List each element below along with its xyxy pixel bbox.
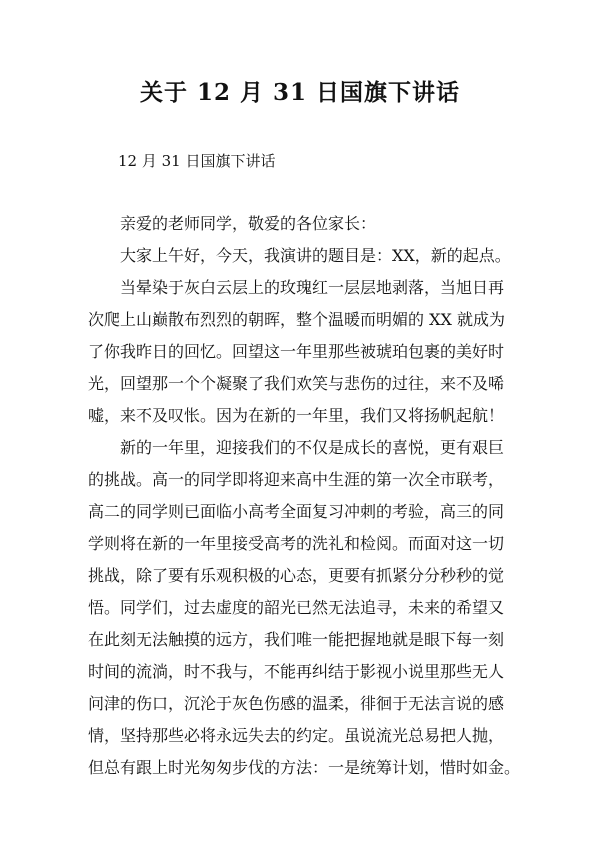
paragraph-line: 当晕染于灰白云层上的玫瑰红一层层地剥落，当旭日再: [120, 278, 505, 297]
document-subtitle: 12 月 31 日国旗下讲话: [118, 152, 276, 170]
paragraph-line: 了你我昨日的回忆。回望这一年里那些被琥珀包裹的美好时: [88, 342, 505, 361]
paragraph-line: 在此刻无法触摸的远方，我们唯一能把握地就是眼下每一刻: [88, 630, 505, 649]
paragraph-line: 大家上午好，今天，我演讲的题目是：XX，新的起点。: [120, 246, 511, 265]
paragraph-line: 新的一年里，迎接我们的不仅是成长的喜悦，更有艰巨: [120, 438, 505, 457]
paragraph-line: 亲爱的老师同学，敬爱的各位家长：: [120, 214, 377, 233]
paragraph-line: 嘘，来不及叹怅。因为在新的一年里，我们又将扬帆起航！: [88, 406, 505, 425]
paragraph-line: 情，坚持那些必将永远失去的约定。虽说流光总易把人抛，: [88, 726, 505, 745]
paragraph-line: 悟。同学们，过去虚度的韶光已然无法追寻，未来的希望又: [88, 598, 505, 617]
paragraph-line: 光，回望那一个个凝聚了我们欢笑与悲伤的过往，来不及唏: [88, 374, 505, 393]
paragraph-line: 时间的流淌，时不我与，不能再纠结于影视小说里那些无人: [88, 662, 505, 681]
paragraph-line: 的挑战。高一的同学即将迎来高中生涯的第一次全市联考，: [88, 470, 505, 489]
body-text: [88, 208, 521, 784]
paragraph-line: 问津的伤口，沉沦于灰色伤感的温柔，徘徊于无法言说的感: [88, 694, 505, 713]
paragraph-line: 挑战，除了要有乐观积极的心态，更要有抓紧分分秒秒的觉: [88, 566, 505, 585]
paragraph-line: 但总有跟上时光匆匆步伐的方法：一是统筹计划，惜时如金。: [88, 758, 521, 777]
paragraph-line: 学则将在新的一年里接受高考的洗礼和检阅。而面对这一切: [88, 534, 505, 553]
document-title: 关于 12 月 31 日国旗下讲话: [139, 79, 461, 106]
paragraph-line: 高二的同学则已面临小高考全面复习冲刺的考验，高三的同: [88, 502, 505, 521]
paragraph-line: 次爬上山巅散布烈烈的朝晖，整个温暖而明媚的 XX 就成为: [88, 310, 505, 329]
